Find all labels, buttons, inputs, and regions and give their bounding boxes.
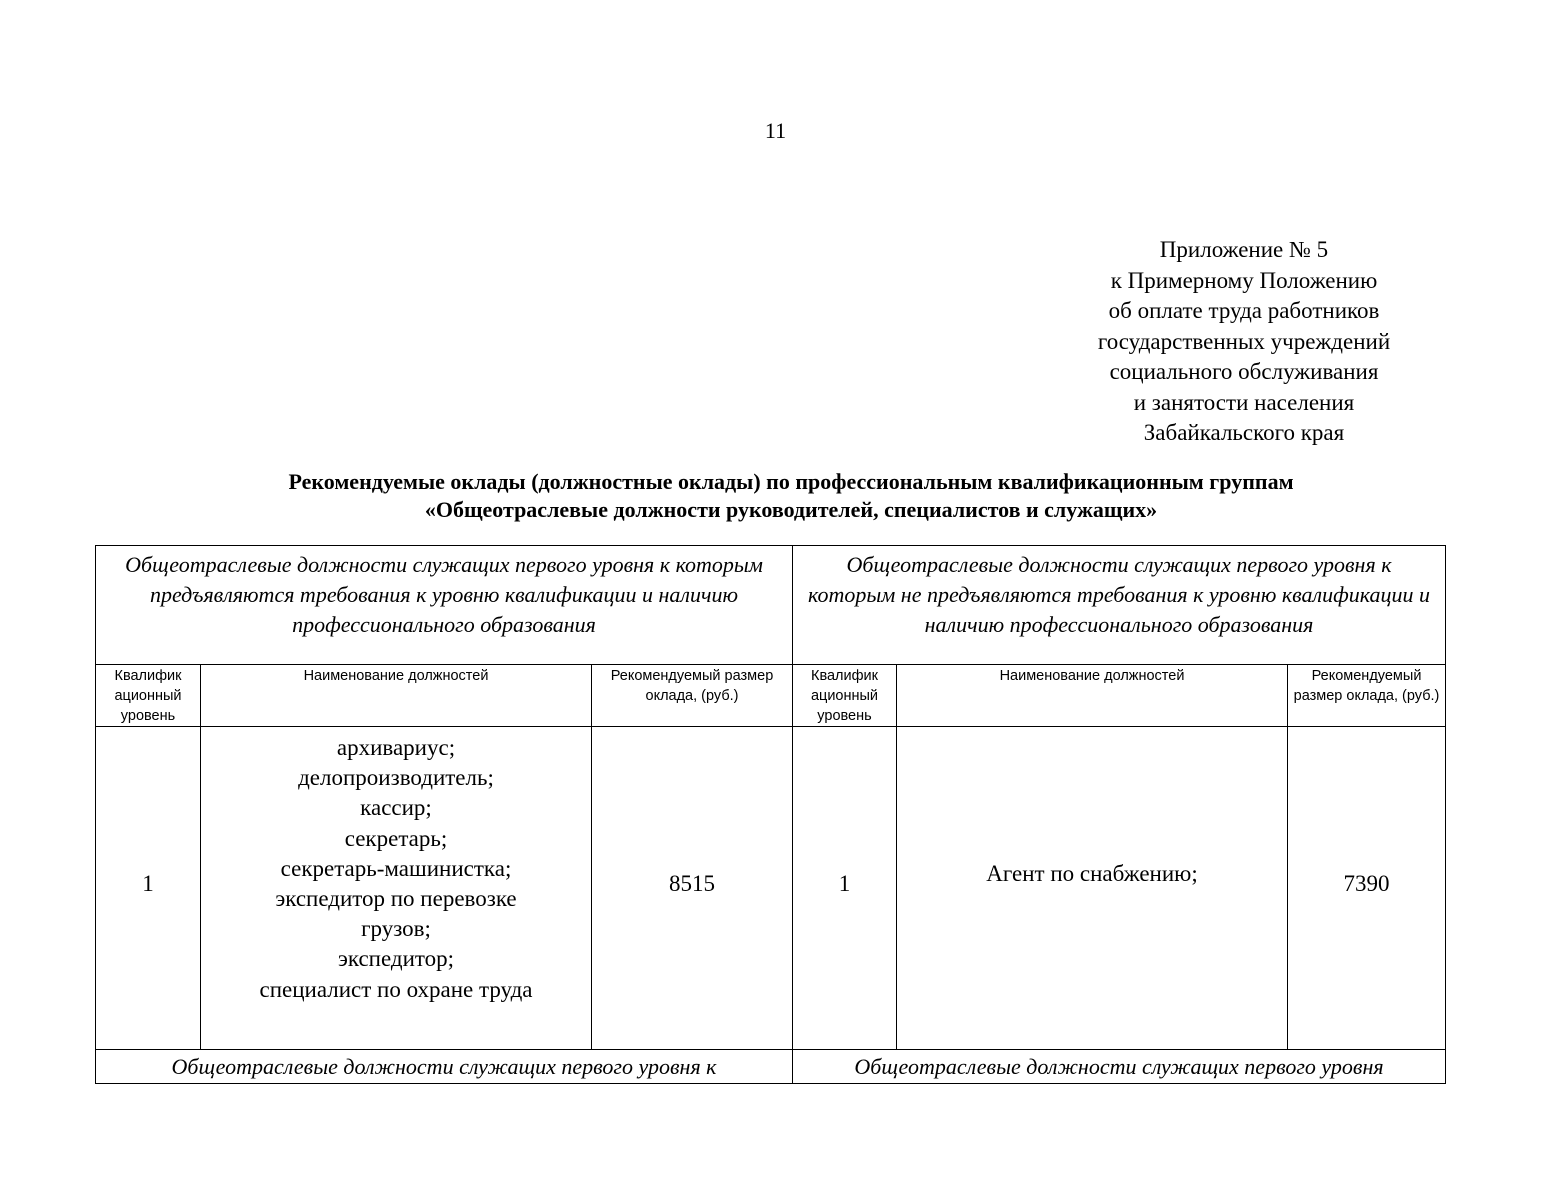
appendix-line: Приложение № 5 <box>1159 237 1329 262</box>
left-next-group-heading: Общеотраслевые должности служащих первого уровня к <box>96 1050 793 1084</box>
right-positions-header: Наименование должностей <box>897 665 1288 727</box>
left-positions-cell <box>201 727 592 1050</box>
position-item: архивариус; <box>336 735 456 760</box>
position-item: секретарь; <box>344 825 448 851</box>
position-item: делопроизводитель; <box>298 765 494 791</box>
title-line-2: «Общеотраслевые должности руководителей, специалистов и служащих» <box>424 497 1158 522</box>
left-salary-cell: 8515 <box>592 727 793 1050</box>
appendix-header <box>1050 235 1438 449</box>
right-next-group-heading: Общеотраслевые должности служащих первого уровня <box>793 1050 1446 1084</box>
appendix-line: об оплате труда работников <box>1108 298 1380 323</box>
title-line-1: Рекомендуемые оклады (должностные оклады) по профессиональным квалификационным группам <box>288 469 1294 494</box>
left-salary-header: Рекомендуемый размер оклада, (руб.) <box>592 665 793 727</box>
group-heading-row <box>96 546 1446 665</box>
table-row <box>96 727 1446 1050</box>
position-item: грузов; <box>361 916 431 942</box>
position-item: кассир; <box>360 795 432 821</box>
page-number: 11 <box>764 118 787 143</box>
position-item: экспедитор; <box>337 946 455 972</box>
appendix-line: государственных учреждений <box>1097 328 1391 354</box>
position-item: специалист по охране труда <box>259 976 533 1002</box>
column-header-row <box>96 665 1446 727</box>
appendix-line: к Примерному Положению <box>1110 267 1378 293</box>
right-level-cell: 1 <box>793 727 897 1050</box>
right-salary-cell: 7390 <box>1288 727 1446 1050</box>
salary-table <box>95 545 1446 1084</box>
left-positions-header: Наименование должностей <box>201 665 592 727</box>
right-level-header: Квалифик ационный уровень <box>793 665 897 727</box>
document-title <box>96 468 1486 524</box>
right-group-heading: Общеотраслевые должности служащих первого уровня к которым не предъявляются требования к уровню квалификации и наличию профессионального образования <box>793 546 1446 665</box>
next-group-heading-row <box>96 1050 1446 1084</box>
position-item: экспедитор по перевозке <box>275 886 517 912</box>
right-positions-cell: Агент по снабжению; <box>897 727 1288 1050</box>
appendix-line: социального обслуживания <box>1109 359 1379 384</box>
appendix-line: Забайкальского края <box>1143 420 1345 445</box>
left-level-header: Квалифик ационный уровень <box>96 665 201 727</box>
left-level-cell: 1 <box>96 727 201 1050</box>
appendix-line: и занятости населения <box>1133 389 1355 415</box>
left-group-heading: Общеотраслевые должности служащих первого уровня к которым предъявляются требования к уровню квалификации и наличию профессионального образования <box>96 546 793 665</box>
position-item: секретарь-машинистка; <box>280 855 512 881</box>
right-salary-header: Рекомендуемый размер оклада, (руб.) <box>1288 665 1446 727</box>
